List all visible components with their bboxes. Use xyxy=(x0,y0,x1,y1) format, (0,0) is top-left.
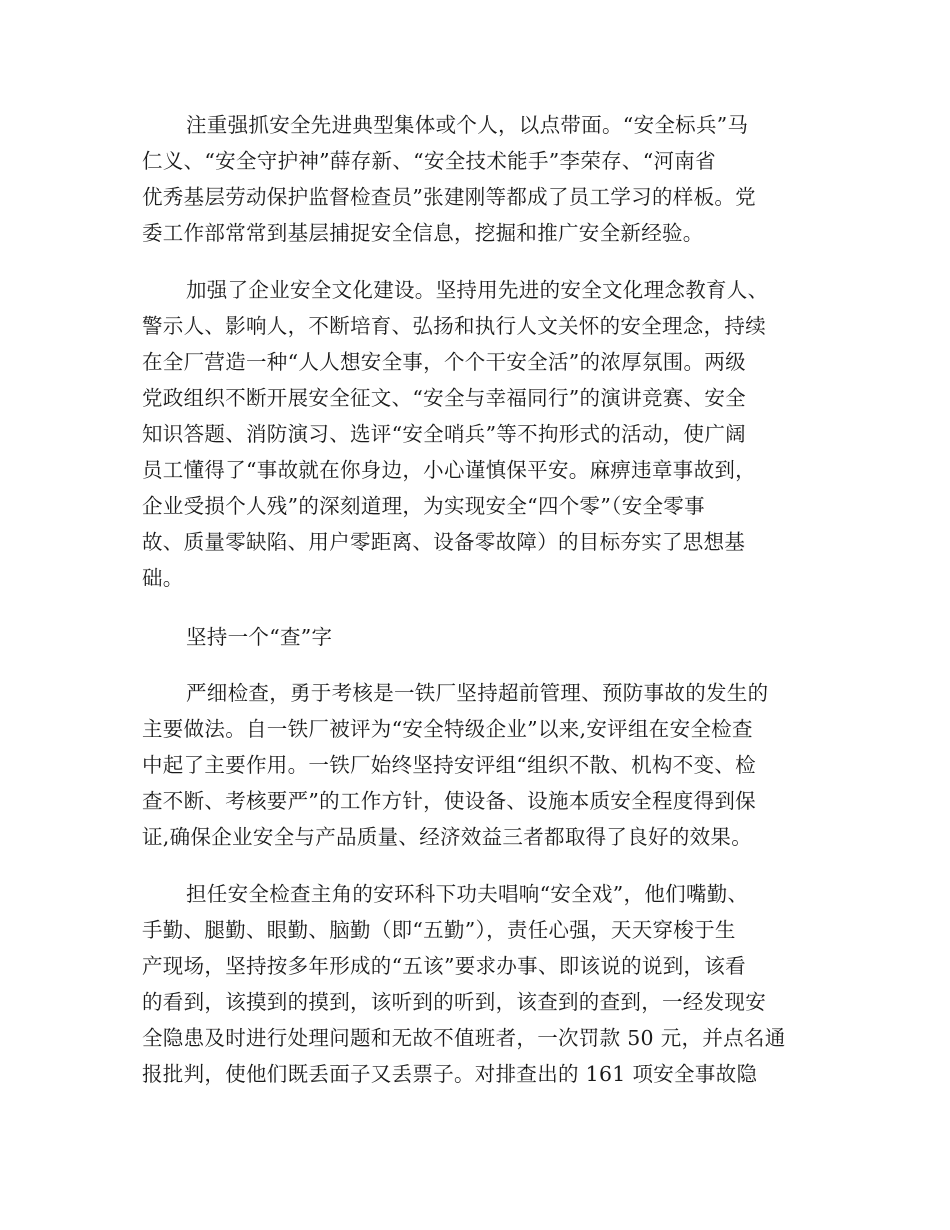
paragraph-4-line-2: 主要做法。自一铁厂被评为“安全特级企业”以来,安评组在安全检查 xyxy=(142,717,753,741)
paragraph-4-line-1: 严细检查，勇于考核是一铁厂坚持超前管理、预防事故的发生的 xyxy=(186,681,769,705)
paragraph-1-line-1: 注重强抓安全先进典型集体或个人，以点带面。“安全标兵”马 xyxy=(186,113,749,137)
paragraph-5-line-3: 产现场，坚持按多年形成的“五该”要求办事、即该说的说到，该看 xyxy=(142,954,746,978)
paragraph-2-line-1: 加强了企业安全文化建设。坚持用先进的安全文化理念教育人、 xyxy=(186,278,769,302)
paragraph-4-line-5: 证,确保企业安全与产品质量、经济效益三者都取得了良好的效果。 xyxy=(142,825,753,849)
paragraph-1-line-2: 仁义、“安全守护神”薛存新、“安全技术能手”李荣存、“河南省 xyxy=(142,149,716,173)
paragraph-5-line-2: 手勤、腿勤、眼勤、脑勤（即“五勤”），责任心强，天天穿梭于生 xyxy=(142,918,736,942)
paragraph-5-line-4: 的看到，该摸到的摸到，该听到的听到，该查到的查到，一经发现安 xyxy=(142,990,766,1014)
paragraph-4-line-4: 查不断、考核要严”的工作方针，使设备、设施本质安全程度得到保 xyxy=(142,789,756,813)
paragraph-5-line-6: 报批判，使他们既丢面子又丢票子。对排查出的 161 项安全事故隐 xyxy=(142,1062,758,1086)
paragraph-2-line-3: 在全厂营造一种“人人想安全事，个个干安全活”的浓厚氛围。两级 xyxy=(142,350,746,374)
paragraph-5-line-1: 担任安全检查主角的安环科下功夫唱响“安全戏”，他们嘴勤、 xyxy=(186,882,749,906)
paragraph-4-line-3: 中起了主要作用。一铁厂始终坚持安评组“组织不散、机构不变、检 xyxy=(142,753,756,777)
paragraph-1-line-3: 优秀基层劳动保护监督检查员”张建刚等都成了员工学习的样板。党 xyxy=(142,185,756,209)
paragraph-2-line-5: 知识答题、消防演习、选评“安全哨兵”等不拘形式的活动，使广阔 xyxy=(142,422,746,446)
section-heading: 坚持一个“查”字 xyxy=(186,625,333,649)
paragraph-2-line-9: 础。 xyxy=(142,566,184,590)
paragraph-2-line-6: 员工懂得了“事故就在你身边，小心谨慎保平安。麻痹违章事故到， xyxy=(142,458,756,482)
paragraph-2-line-7: 企业受损个人残”的深刻道理，为实现安全“四个零”（安全零事 xyxy=(142,494,705,518)
paragraph-2-line-2: 警示人、影响人，不断培育、弘扬和执行人文关怀的安全理念，持续 xyxy=(142,314,766,338)
paragraph-2-line-4: 党政组织不断开展安全征文、“安全与幸福同行”的演讲竞赛、安全 xyxy=(142,386,746,410)
paragraph-2-line-8: 故、质量零缺陷、用户零距离、设备零故障）的目标夯实了思想基 xyxy=(142,530,746,554)
paragraph-5-line-5: 全隐患及时进行处理问题和无故不值班者，一次罚款 50 元，并点名通 xyxy=(142,1026,786,1050)
paragraph-1-line-4: 委工作部常常到基层捕捉安全信息，挖掘和推广安全新经验。 xyxy=(142,221,704,245)
